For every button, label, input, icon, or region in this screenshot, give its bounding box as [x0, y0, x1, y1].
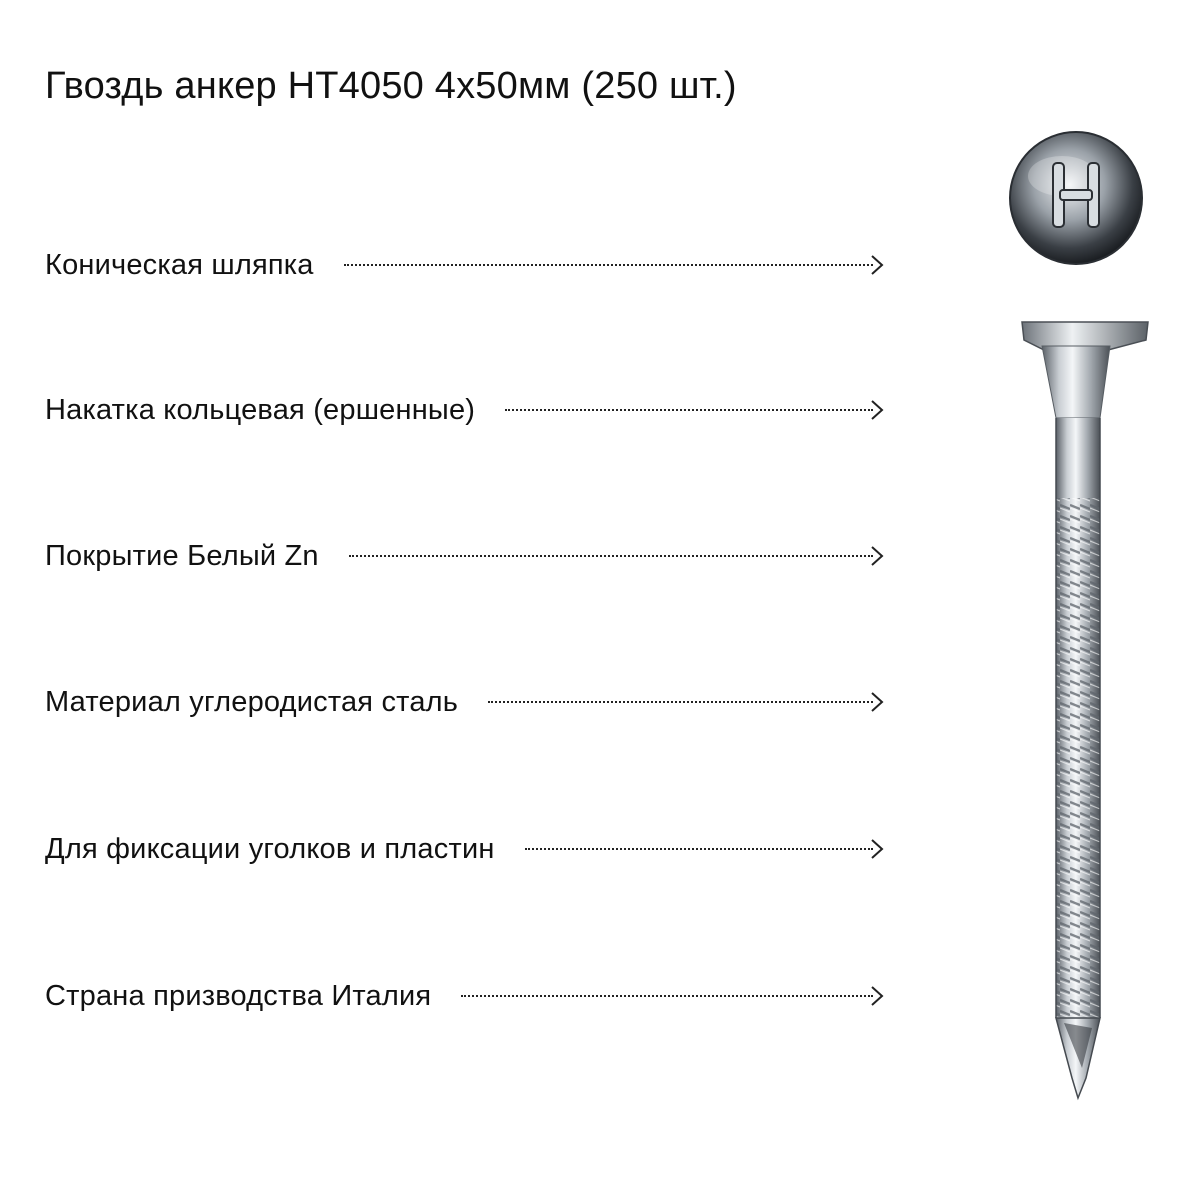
feature-ring-shank — [45, 390, 885, 430]
dotted-leader — [461, 976, 885, 1016]
arrow-right-icon — [869, 837, 885, 861]
feature-country — [45, 976, 885, 1016]
feature-conical-head — [45, 245, 885, 285]
nail-side-view — [1022, 322, 1148, 1098]
feature-label: Материал углеродистая сталь — [45, 686, 459, 718]
feature-material — [45, 682, 885, 722]
feature-label: Накатка кольцевая (ершенные) — [45, 394, 476, 426]
arrow-right-icon — [869, 253, 885, 277]
feature-label: Покрытие Белый Zn — [45, 540, 319, 572]
feature-coating — [45, 536, 885, 576]
dotted-leader — [344, 245, 885, 285]
arrow-right-icon — [869, 544, 885, 568]
nail-head-top-view — [1010, 132, 1142, 264]
nail-illustration — [990, 118, 1190, 1118]
feature-purpose — [45, 829, 885, 869]
arrow-right-icon — [869, 984, 885, 1008]
feature-label: Коническая шляпка — [45, 249, 314, 281]
dotted-leader — [505, 390, 885, 430]
arrow-right-icon — [869, 690, 885, 714]
dotted-leader — [349, 536, 885, 576]
dotted-leader — [488, 682, 885, 722]
feature-label: Для фиксации уголков и пластин — [45, 833, 495, 865]
product-title: Гвоздь анкер HT4050 4x50мм (250 шт.) — [45, 65, 737, 107]
feature-label: Страна призводства Италия — [45, 980, 432, 1012]
arrow-right-icon — [869, 398, 885, 422]
dotted-leader — [525, 829, 885, 869]
